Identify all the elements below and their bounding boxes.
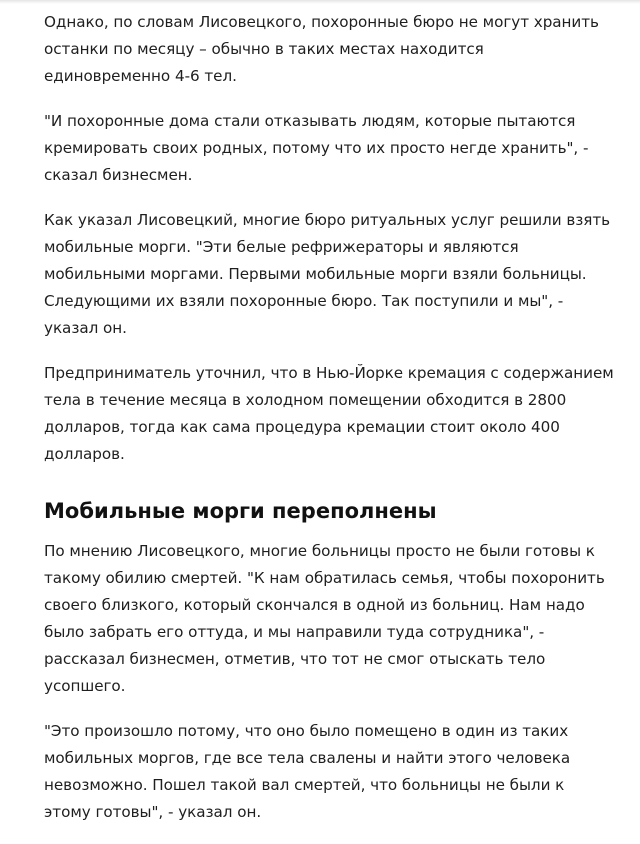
article-paragraph: "И похоронные дома стали отказывать людям, которые пытаются кремировать своих родных, потому что их просто негде хранить", - сказал бизнесмен. [44,112,589,184]
article-paragraph: Предприниматель уточнил, что в Нью-Йорке кремация с содержанием тела в течение месяца в холодном помещении обходится в 2800 долларов, тогда как сама процедура кремации стоит около 400 долларов. [44,364,614,463]
section-heading: Мобильные морги переполнены [44,499,437,523]
article-paragraph: По мнению Лисовецкого, многие больницы просто не были готовы к такому обилию смертей. "К нам обратилась семья, чтобы похоронить своего близкого, который скончался в одной из больниц. Нам надо было забрать его оттуда, и мы направили туда сотрудника", - рассказал бизнесмен, отметив, что тот не смог отыскать тело усопшего. [44,542,605,695]
article-body [44,9,614,844]
article-paragraph: Как указал Лисовецкий, многие бюро ритуальных услуг решили взять мобильные морги. "Эти белые рефрижераторы и являются мобильными моргами. Первыми мобильные морги взяли больницы. Следующими их взяли похоронные бюро. Так поступили и мы", - указал он. [44,211,611,337]
header-shadow [0,0,640,4]
article-paragraph: Однако, по словам Лисовецкого, похоронные бюро не могут хранить останки по месяцу – обычно в таких местах находится единовременно 4-6 тел. [44,13,599,85]
article-paragraph: "Это произошло потому, что оно было помещено в один из таких мобильных моргов, где все тела свалены и найти этого человека невозможно. Пошел такой вал смертей, что больницы не были к этому готовы", - указал он. [44,722,571,821]
